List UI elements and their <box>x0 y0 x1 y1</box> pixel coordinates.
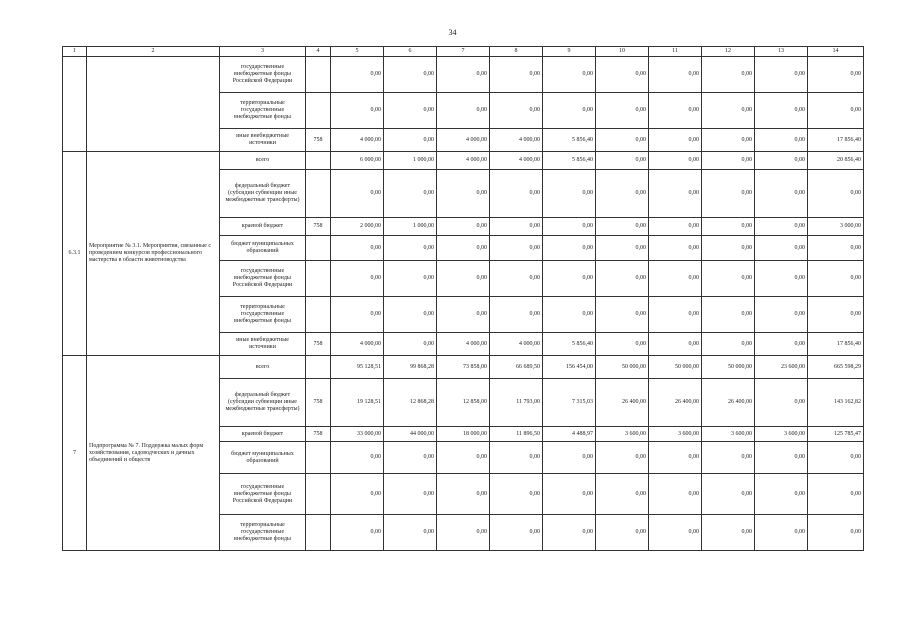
amount-cell: 0,00 <box>808 236 864 261</box>
funding-source-cell: краевой бюджет <box>220 427 306 442</box>
budget-code-cell <box>306 515 331 551</box>
row-index-cell <box>63 57 87 152</box>
budget-code-cell <box>306 236 331 261</box>
amount-cell: 0,00 <box>543 474 596 515</box>
amount-cell: 23 600,00 <box>755 356 808 379</box>
amount-cell: 0,00 <box>384 236 437 261</box>
amount-cell: 0,00 <box>596 129 649 152</box>
funding-source-cell: бюджет муниципальных образований <box>220 236 306 261</box>
amount-cell: 0,00 <box>808 297 864 333</box>
amount-cell: 3 600,00 <box>596 427 649 442</box>
budget-code-cell <box>306 152 331 170</box>
amount-cell: 0,00 <box>384 442 437 474</box>
amount-cell: 0,00 <box>596 442 649 474</box>
amount-cell: 0,00 <box>702 129 755 152</box>
amount-cell: 0,00 <box>808 261 864 297</box>
budget-code-cell: 758 <box>306 129 331 152</box>
amount-cell: 0,00 <box>808 474 864 515</box>
amount-cell: 11 793,00 <box>490 379 543 427</box>
amount-cell: 0,00 <box>437 93 490 129</box>
budget-code-cell <box>306 170 331 218</box>
budget-code-cell: 758 <box>306 379 331 427</box>
funding-source-cell: краевой бюджет <box>220 218 306 236</box>
amount-cell: 0,00 <box>384 297 437 333</box>
amount-cell: 0,00 <box>649 515 702 551</box>
amount-cell: 0,00 <box>331 93 384 129</box>
amount-cell: 66 689,50 <box>490 356 543 379</box>
amount-cell: 0,00 <box>331 442 384 474</box>
amount-cell: 11 896,50 <box>490 427 543 442</box>
amount-cell: 17 856,40 <box>808 333 864 356</box>
row-index-cell: 7 <box>63 356 87 551</box>
amount-cell: 0,00 <box>755 129 808 152</box>
funding-source-cell: иные внебюджетные источники <box>220 129 306 152</box>
amount-cell: 4 000,00 <box>331 333 384 356</box>
amount-cell: 0,00 <box>331 236 384 261</box>
amount-cell: 4 000,00 <box>490 129 543 152</box>
funding-source-cell: бюджет муниципальных образований <box>220 442 306 474</box>
amount-cell: 0,00 <box>702 170 755 218</box>
funding-source-cell: территориальные государственные внебюджетные фонды <box>220 93 306 129</box>
amount-cell: 2 000,00 <box>331 218 384 236</box>
amount-cell: 0,00 <box>649 236 702 261</box>
funding-source-cell: всего <box>220 356 306 379</box>
amount-cell: 44 000,00 <box>384 427 437 442</box>
amount-cell: 18 000,00 <box>437 427 490 442</box>
amount-cell: 0,00 <box>755 333 808 356</box>
amount-cell: 4 000,00 <box>331 129 384 152</box>
amount-cell: 0,00 <box>596 261 649 297</box>
amount-cell: 0,00 <box>649 333 702 356</box>
amount-cell: 50 000,00 <box>702 356 755 379</box>
amount-cell: 1 000,00 <box>384 152 437 170</box>
amount-cell: 5 856,40 <box>543 129 596 152</box>
funding-source-cell: государственные внебюджетные фонды Российской Федерации <box>220 57 306 93</box>
amount-cell: 26 400,00 <box>702 379 755 427</box>
amount-cell: 7 315,03 <box>543 379 596 427</box>
amount-cell: 26 400,00 <box>649 379 702 427</box>
amount-cell: 19 128,51 <box>331 379 384 427</box>
table-row <box>63 57 864 93</box>
amount-cell: 0,00 <box>490 170 543 218</box>
amount-cell: 3 600,00 <box>755 427 808 442</box>
column-header: 13 <box>755 47 808 57</box>
amount-cell: 0,00 <box>490 474 543 515</box>
amount-cell: 4 488,97 <box>543 427 596 442</box>
amount-cell: 0,00 <box>384 129 437 152</box>
amount-cell: 0,00 <box>543 57 596 93</box>
program-name-cell <box>87 57 220 152</box>
funding-source-cell: территориальные государственные внебюджетные фонды <box>220 297 306 333</box>
amount-cell: 0,00 <box>755 515 808 551</box>
funding-source-cell: иные внебюджетные источники <box>220 333 306 356</box>
budget-code-cell <box>306 57 331 93</box>
budget-code-cell: 758 <box>306 218 331 236</box>
amount-cell: 0,00 <box>331 261 384 297</box>
amount-cell: 0,00 <box>596 218 649 236</box>
amount-cell: 0,00 <box>649 170 702 218</box>
amount-cell: 4 000,00 <box>437 333 490 356</box>
amount-cell: 156 454,00 <box>543 356 596 379</box>
amount-cell: 50 000,00 <box>649 356 702 379</box>
amount-cell: 0,00 <box>596 333 649 356</box>
column-header: 3 <box>220 47 306 57</box>
amount-cell: 0,00 <box>437 297 490 333</box>
column-header: 10 <box>596 47 649 57</box>
amount-cell: 0,00 <box>543 236 596 261</box>
amount-cell: 0,00 <box>808 442 864 474</box>
amount-cell: 0,00 <box>702 333 755 356</box>
amount-cell: 0,00 <box>702 218 755 236</box>
budget-code-cell <box>306 297 331 333</box>
amount-cell: 0,00 <box>490 93 543 129</box>
amount-cell: 143 162,82 <box>808 379 864 427</box>
amount-cell: 0,00 <box>384 261 437 297</box>
budget-code-cell <box>306 93 331 129</box>
budget-code-cell <box>306 442 331 474</box>
amount-cell: 0,00 <box>755 152 808 170</box>
amount-cell: 0,00 <box>755 379 808 427</box>
column-header: 12 <box>702 47 755 57</box>
amount-cell: 0,00 <box>596 236 649 261</box>
column-header: 8 <box>490 47 543 57</box>
amount-cell: 0,00 <box>543 297 596 333</box>
amount-cell: 0,00 <box>490 261 543 297</box>
amount-cell: 0,00 <box>702 297 755 333</box>
amount-cell: 33 000,00 <box>331 427 384 442</box>
amount-cell: 0,00 <box>331 297 384 333</box>
amount-cell: 3 600,00 <box>649 427 702 442</box>
amount-cell: 0,00 <box>543 218 596 236</box>
funding-source-cell: государственные внебюджетные фонды Российской Федерации <box>220 261 306 297</box>
amount-cell: 0,00 <box>384 57 437 93</box>
amount-cell: 0,00 <box>490 218 543 236</box>
amount-cell: 0,00 <box>384 93 437 129</box>
amount-cell: 0,00 <box>649 93 702 129</box>
amount-cell: 0,00 <box>808 93 864 129</box>
amount-cell: 0,00 <box>490 442 543 474</box>
amount-cell: 4 000,00 <box>490 333 543 356</box>
amount-cell: 0,00 <box>755 93 808 129</box>
amount-cell: 665 598,29 <box>808 356 864 379</box>
amount-cell: 0,00 <box>331 57 384 93</box>
amount-cell: 0,00 <box>543 261 596 297</box>
amount-cell: 3 000,00 <box>808 218 864 236</box>
amount-cell: 0,00 <box>702 515 755 551</box>
funding-source-cell: государственные внебюджетные фонды Российской Федерации <box>220 474 306 515</box>
amount-cell: 0,00 <box>649 152 702 170</box>
amount-cell: 0,00 <box>490 297 543 333</box>
row-index-cell: 6.3.1 <box>63 152 87 356</box>
amount-cell: 0,00 <box>543 170 596 218</box>
amount-cell: 0,00 <box>437 261 490 297</box>
amount-cell: 0,00 <box>808 170 864 218</box>
amount-cell: 0,00 <box>437 474 490 515</box>
amount-cell: 0,00 <box>755 297 808 333</box>
amount-cell: 0,00 <box>649 218 702 236</box>
budget-code-cell: 758 <box>306 427 331 442</box>
amount-cell: 4 000,00 <box>437 129 490 152</box>
amount-cell: 0,00 <box>384 333 437 356</box>
amount-cell: 0,00 <box>596 515 649 551</box>
amount-cell: 50 000,00 <box>596 356 649 379</box>
amount-cell: 5 856,40 <box>543 152 596 170</box>
amount-cell: 0,00 <box>755 57 808 93</box>
amount-cell: 0,00 <box>490 57 543 93</box>
amount-cell: 99 868,28 <box>384 356 437 379</box>
amount-cell: 0,00 <box>649 57 702 93</box>
amount-cell: 73 858,00 <box>437 356 490 379</box>
column-header: 11 <box>649 47 702 57</box>
amount-cell: 1 000,00 <box>384 218 437 236</box>
amount-cell: 0,00 <box>596 152 649 170</box>
amount-cell: 0,00 <box>702 474 755 515</box>
column-header: 4 <box>306 47 331 57</box>
column-header: 7 <box>437 47 490 57</box>
amount-cell: 0,00 <box>755 474 808 515</box>
table-row <box>63 356 864 379</box>
amount-cell: 0,00 <box>702 57 755 93</box>
amount-cell: 17 856,40 <box>808 129 864 152</box>
amount-cell: 0,00 <box>596 474 649 515</box>
amount-cell: 0,00 <box>649 474 702 515</box>
amount-cell: 0,00 <box>702 93 755 129</box>
amount-cell: 0,00 <box>755 442 808 474</box>
amount-cell: 0,00 <box>649 442 702 474</box>
amount-cell: 125 785,47 <box>808 427 864 442</box>
column-header: 2 <box>87 47 220 57</box>
amount-cell: 0,00 <box>755 170 808 218</box>
column-header: 1 <box>63 47 87 57</box>
amount-cell: 0,00 <box>755 261 808 297</box>
amount-cell: 0,00 <box>437 442 490 474</box>
amount-cell: 12 868,28 <box>384 379 437 427</box>
amount-cell: 0,00 <box>543 515 596 551</box>
funding-source-cell: всего <box>220 152 306 170</box>
amount-cell: 0,00 <box>649 129 702 152</box>
amount-cell: 0,00 <box>702 442 755 474</box>
budget-table <box>62 46 864 551</box>
funding-source-cell: федеральный бюджет (субсидии субвенции иные межбюджетные трансферты) <box>220 170 306 218</box>
amount-cell: 0,00 <box>755 218 808 236</box>
amount-cell: 4 000,00 <box>490 152 543 170</box>
amount-cell: 0,00 <box>384 515 437 551</box>
amount-cell: 0,00 <box>702 261 755 297</box>
amount-cell: 0,00 <box>596 93 649 129</box>
amount-cell: 6 000,00 <box>331 152 384 170</box>
amount-cell: 0,00 <box>543 442 596 474</box>
amount-cell: 0,00 <box>437 236 490 261</box>
page-number: 34 <box>448 28 457 37</box>
amount-cell: 12 858,00 <box>437 379 490 427</box>
amount-cell: 4 000,00 <box>437 152 490 170</box>
amount-cell: 0,00 <box>649 261 702 297</box>
program-name-cell: Подпрограмма № 7. Поддержка малых форм хозяйствования, садоводческих и дачных объединений и обществ <box>87 356 220 551</box>
amount-cell: 0,00 <box>596 297 649 333</box>
amount-cell: 0,00 <box>596 57 649 93</box>
funding-source-cell: территориальные государственные внебюджетные фонды <box>220 515 306 551</box>
amount-cell: 3 600,00 <box>702 427 755 442</box>
table-row <box>63 152 864 170</box>
amount-cell: 0,00 <box>437 218 490 236</box>
amount-cell: 0,00 <box>808 57 864 93</box>
table-body <box>63 57 864 551</box>
amount-cell: 95 128,51 <box>331 356 384 379</box>
amount-cell: 0,00 <box>490 515 543 551</box>
amount-cell: 0,00 <box>596 170 649 218</box>
amount-cell: 20 856,40 <box>808 152 864 170</box>
amount-cell: 0,00 <box>702 152 755 170</box>
column-header: 9 <box>543 47 596 57</box>
amount-cell: 0,00 <box>384 170 437 218</box>
amount-cell: 0,00 <box>331 474 384 515</box>
column-header: 6 <box>384 47 437 57</box>
amount-cell: 26 400,00 <box>596 379 649 427</box>
budget-code-cell: 758 <box>306 333 331 356</box>
amount-cell: 0,00 <box>755 236 808 261</box>
amount-cell: 0,00 <box>331 515 384 551</box>
amount-cell: 0,00 <box>490 236 543 261</box>
column-header: 14 <box>808 47 864 57</box>
amount-cell: 0,00 <box>543 93 596 129</box>
amount-cell: 0,00 <box>437 170 490 218</box>
program-name-cell: Мероприятие № 3.1. Мероприятия, связанные с проведением конкурсов профессионального мастерства в области животноводства <box>87 152 220 356</box>
budget-code-cell <box>306 356 331 379</box>
budget-code-cell <box>306 261 331 297</box>
amount-cell: 5 856,40 <box>543 333 596 356</box>
funding-source-cell: федеральный бюджет (субсидии субвенции иные межбюджетные трансферты) <box>220 379 306 427</box>
amount-cell: 0,00 <box>437 57 490 93</box>
column-number-row <box>63 47 864 57</box>
amount-cell: 0,00 <box>808 515 864 551</box>
amount-cell: 0,00 <box>331 170 384 218</box>
amount-cell: 0,00 <box>437 515 490 551</box>
budget-code-cell <box>306 474 331 515</box>
amount-cell: 0,00 <box>649 297 702 333</box>
amount-cell: 0,00 <box>702 236 755 261</box>
column-header: 5 <box>331 47 384 57</box>
amount-cell: 0,00 <box>384 474 437 515</box>
